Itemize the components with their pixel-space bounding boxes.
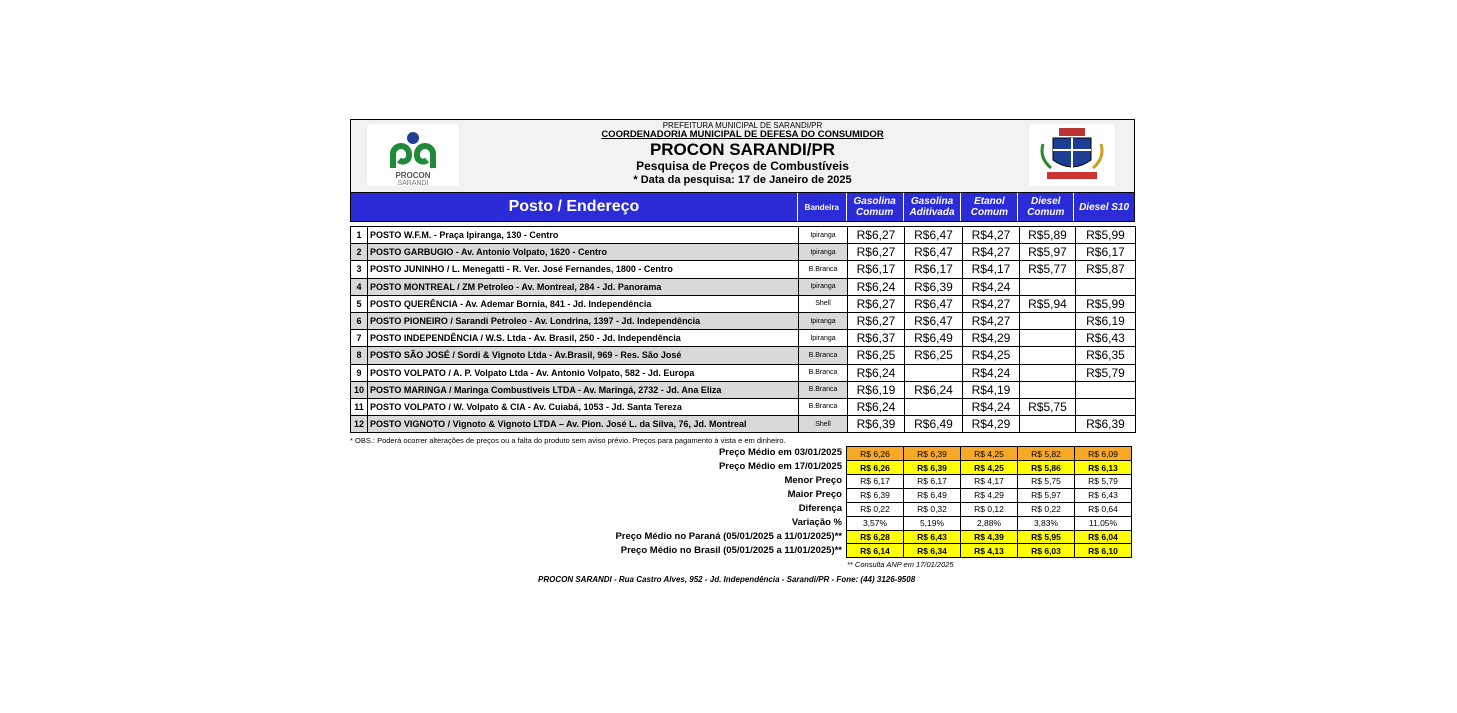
price-cell: R$6,24 (848, 278, 905, 295)
station-flag: B.Branca (799, 398, 848, 415)
summary-value: R$ 0,22 (1018, 502, 1075, 516)
summary-value: R$ 5,86 (1018, 461, 1075, 475)
summary-row (847, 488, 1132, 502)
station-flag: Ipiranga (799, 278, 848, 295)
anp-note: ** Consulta ANP em 17/01/2025 (847, 560, 954, 570)
station-number: 11 (351, 398, 368, 415)
summary-value: R$ 6,14 (847, 544, 904, 558)
col-etanol: Etanol Comum (961, 193, 1018, 221)
summary-row (847, 516, 1132, 530)
summary-value: R$ 0,12 (961, 502, 1018, 516)
summary-section (350, 446, 1135, 558)
summary-value: 2,88% (961, 516, 1018, 530)
station-flag: Ipiranga (799, 312, 848, 329)
price-cell: R$5,99 (1076, 295, 1136, 312)
summary-value: R$ 6,13 (1075, 461, 1132, 475)
col-diesel: Diesel Comum (1018, 193, 1074, 221)
price-cell: R$4,24 (963, 278, 1020, 295)
price-cell: R$4,27 (963, 244, 1020, 261)
station-name: POSTO JUNINHO / L. Menegatti - R. Ver. José Fernandes, 1800 - Centro (368, 261, 799, 278)
summary-value: R$ 6,17 (904, 475, 961, 489)
price-cell: R$4,27 (963, 295, 1020, 312)
station-number: 2 (351, 244, 368, 261)
table-row (351, 416, 1136, 433)
summary-table (846, 446, 1132, 558)
page-subtitle: Pesquisa de Preços de Combustíveis (636, 159, 849, 173)
table-row (351, 278, 1136, 295)
price-cell: R$6,39 (905, 278, 963, 295)
station-name: POSTO W.F.M. - Praça Ipiranga, 130 - Centro (368, 227, 799, 244)
price-cell: R$5,87 (1076, 261, 1136, 278)
station-flag: Ipiranga (799, 227, 848, 244)
summary-value: R$ 4,17 (961, 475, 1018, 489)
price-cell: R$6,27 (848, 312, 905, 329)
summary-row (847, 544, 1132, 558)
price-cell: R$6,47 (905, 244, 963, 261)
price-cell: R$4,24 (963, 364, 1020, 381)
table-row (351, 330, 1136, 347)
station-name: POSTO GARBUGIO - Av. Antonio Volpato, 1620 - Centro (368, 244, 799, 261)
station-number: 8 (351, 347, 368, 364)
summary-value: R$ 6,39 (847, 488, 904, 502)
price-cell: R$5,79 (1076, 364, 1136, 381)
price-cell: R$6,39 (1076, 416, 1136, 433)
summary-label: Preço Médio no Paraná (05/01/2025 a 11/01/2025)** (615, 531, 842, 543)
price-cell: R$4,27 (963, 227, 1020, 244)
price-cell (1076, 278, 1136, 295)
station-number: 9 (351, 364, 368, 381)
station-name: POSTO VOLPATO / W. Volpato & CIA - Av. Cuiabá, 1053 - Jd. Santa Tereza (368, 398, 799, 415)
col-posto: Posto / Endereço (351, 193, 798, 221)
station-number: 5 (351, 295, 368, 312)
station-flag: B.Branca (799, 347, 848, 364)
price-cell: R$6,25 (848, 347, 905, 364)
price-cell: R$4,19 (963, 381, 1020, 398)
summary-value: R$ 4,39 (961, 530, 1018, 544)
summary-row (847, 502, 1132, 516)
station-name: POSTO INDEPENDÊNCIA / W.S. Ltda - Av. Brasil, 250 - Jd. Independência (368, 330, 799, 347)
summary-value: R$ 4,29 (961, 488, 1018, 502)
summary-value: 3,83% (1018, 516, 1075, 530)
price-cell: R$6,49 (905, 330, 963, 347)
survey-date: * Data da pesquisa: 17 de Janeiro de 2025 (633, 174, 852, 186)
price-cell: R$6,24 (848, 364, 905, 381)
summary-value: 11,05% (1075, 516, 1132, 530)
table-row (351, 227, 1136, 244)
station-flag: Ipiranga (799, 244, 848, 261)
summary-value: R$ 4,25 (961, 461, 1018, 475)
station-flag: Ipiranga (799, 330, 848, 347)
summary-value: R$ 6,26 (847, 447, 904, 461)
table-row (351, 347, 1136, 364)
summary-value: R$ 6,34 (904, 544, 961, 558)
summary-value: R$ 6,43 (1075, 488, 1132, 502)
col-gasolina-comum: Gasolina Comum (847, 193, 904, 221)
price-cell: R$5,75 (1020, 398, 1076, 415)
summary-row (847, 461, 1132, 475)
price-cell: R$6,19 (1076, 312, 1136, 329)
summary-value: R$ 6,39 (904, 461, 961, 475)
price-cell: R$6,24 (905, 381, 963, 398)
table-row (351, 381, 1136, 398)
price-cell: R$6,25 (905, 347, 963, 364)
price-cell: R$4,24 (963, 398, 1020, 415)
survey-header (350, 119, 1135, 193)
table-row (351, 261, 1136, 278)
summary-value: R$ 6,04 (1075, 530, 1132, 544)
price-cell: R$4,29 (963, 416, 1020, 433)
price-cell: R$5,77 (1020, 261, 1076, 278)
summary-value: R$ 0,64 (1075, 502, 1132, 516)
summary-row (847, 530, 1132, 544)
summary-row (847, 447, 1132, 461)
summary-label: Diferença (798, 503, 842, 515)
summary-value: R$ 5,97 (1018, 488, 1075, 502)
station-number: 6 (351, 312, 368, 329)
table-row (351, 312, 1136, 329)
price-cell: R$4,25 (963, 347, 1020, 364)
summary-value: R$ 0,32 (904, 502, 961, 516)
station-name: POSTO PIONEIRO / Sarandi Petroleo - Av. Londrina, 1397 - Jd. Independência (368, 312, 799, 329)
price-cell: R$6,37 (848, 330, 905, 347)
price-cell: R$5,99 (1076, 227, 1136, 244)
summary-value: R$ 5,82 (1018, 447, 1075, 461)
price-cell (1076, 398, 1136, 415)
observation-note: * OBS.: Poderá ocorrer alterações de preços ou a falta do produto sem aviso prévio. Preços para pagamento à vista e em dinheiro. (350, 436, 786, 446)
price-cell (1020, 330, 1076, 347)
logo-text-sarandi: SARANDI (397, 180, 429, 186)
station-number: 4 (351, 278, 368, 295)
summary-value: R$ 5,95 (1018, 530, 1075, 544)
price-cell: R$6,35 (1076, 347, 1136, 364)
price-cell (1020, 278, 1076, 295)
coordenadoria-line: COORDENADORIA MUNICIPAL DE DEFESA DO CONSUMIDOR (601, 129, 884, 140)
station-flag: B.Branca (799, 381, 848, 398)
summary-value: 5,19% (904, 516, 961, 530)
table-row (351, 398, 1136, 415)
summary-value: R$ 6,10 (1075, 544, 1132, 558)
price-cell: R$6,49 (905, 416, 963, 433)
price-cell: R$6,47 (905, 295, 963, 312)
station-flag: B.Branca (799, 261, 848, 278)
summary-value: R$ 6,26 (847, 461, 904, 475)
procon-logo (367, 124, 459, 186)
price-cell (1020, 416, 1076, 433)
station-number: 1 (351, 227, 368, 244)
summary-label: Preço Médio em 17/01/2025 (718, 461, 842, 473)
station-number: 7 (351, 330, 368, 347)
price-cell (905, 398, 963, 415)
station-name: POSTO MONTREAL / ZM Petroleo - Av. Montreal, 284 - Jd. Panorama (368, 278, 799, 295)
price-cell: R$6,19 (848, 381, 905, 398)
station-number: 3 (351, 261, 368, 278)
price-cell: R$4,17 (963, 261, 1020, 278)
sarandi-coat-of-arms (1029, 124, 1115, 186)
price-cell: R$6,24 (848, 398, 905, 415)
station-name: POSTO SÃO JOSÉ / Sordi & Vignoto Ltda - Av.Brasil, 969 - Res. São José (368, 347, 799, 364)
station-number: 12 (351, 416, 368, 433)
price-cell: R$6,17 (905, 261, 963, 278)
column-header-row (350, 193, 1135, 222)
station-name: POSTO VIGNOTO / Vignoto & Vignoto LTDA – Av. Pion. José L. da Silva, 76, Jd. Montreal (368, 416, 799, 433)
price-cell (1020, 381, 1076, 398)
col-gasolina-aditivada: Gasolina Aditivada (904, 193, 962, 221)
station-name: POSTO VOLPATO / A. P. Volpato Ltda - Av. Antonio Volpato, 582 - Jd. Europa (368, 364, 799, 381)
price-cell: R$6,39 (848, 416, 905, 433)
price-survey-document (350, 119, 1135, 584)
station-flag: B.Branca (799, 364, 848, 381)
summary-value: R$ 6,49 (904, 488, 961, 502)
summary-row (847, 475, 1132, 489)
summary-value: R$ 6,28 (847, 530, 904, 544)
price-cell (1020, 312, 1076, 329)
price-cell: R$6,17 (1076, 244, 1136, 261)
price-cell: R$5,97 (1020, 244, 1076, 261)
price-cell: R$6,47 (905, 312, 963, 329)
price-cell (1020, 347, 1076, 364)
summary-label: Variação % (791, 517, 842, 529)
table-row (351, 244, 1136, 261)
footer-address: PROCON SARANDI - Rua Castro Alves, 952 - Jd. Independência - Sarandi/PR - Fone: (44) 3126-9508 (538, 575, 916, 585)
col-bandeira: Bandeira (798, 193, 847, 221)
table-row (351, 364, 1136, 381)
price-cell: R$5,94 (1020, 295, 1076, 312)
summary-value: R$ 5,79 (1075, 475, 1132, 489)
summary-value: R$ 6,09 (1075, 447, 1132, 461)
summary-value: R$ 6,17 (847, 475, 904, 489)
prefeitura-line: PREFEITURA MUNICIPAL DE SARANDI/PR (662, 121, 823, 130)
summary-value: R$ 6,03 (1018, 544, 1075, 558)
summary-label: Menor Preço (784, 475, 842, 487)
price-cell: R$6,17 (848, 261, 905, 278)
station-name: POSTO MARINGA / Maringa Combustiveis LTDA - Av. Maringá, 2732 - Jd. Ana Eliza (368, 381, 799, 398)
summary-value: R$ 4,13 (961, 544, 1018, 558)
price-cell (905, 364, 963, 381)
price-cell: R$6,27 (848, 295, 905, 312)
stations-table (350, 226, 1136, 433)
summary-value: R$ 6,43 (904, 530, 961, 544)
summary-label: Preço Médio no Brasil (05/01/2025 a 11/01/2025)** (620, 545, 842, 557)
table-row (351, 295, 1136, 312)
price-cell: R$6,27 (848, 227, 905, 244)
summary-value: R$ 6,39 (904, 447, 961, 461)
summary-value: 3,57% (847, 516, 904, 530)
station-number: 10 (351, 381, 368, 398)
station-flag: Shell (799, 295, 848, 312)
price-cell: R$6,43 (1076, 330, 1136, 347)
price-cell: R$4,27 (963, 312, 1020, 329)
summary-value: R$ 4,25 (961, 447, 1018, 461)
price-cell: R$6,27 (848, 244, 905, 261)
price-cell: R$4,29 (963, 330, 1020, 347)
station-flag: Shell (799, 416, 848, 433)
summary-label: Preço Médio em 03/01/2025 (718, 447, 842, 459)
price-cell: R$6,47 (905, 227, 963, 244)
price-cell (1020, 364, 1076, 381)
summary-value: R$ 0,22 (847, 502, 904, 516)
price-cell (1076, 381, 1136, 398)
col-diesel-s10: Diesel S10 (1074, 193, 1134, 221)
station-name: POSTO QUERÊNCIA - Av. Ademar Bornia, 841 - Jd. Independência (368, 295, 799, 312)
price-cell: R$5,89 (1020, 227, 1076, 244)
logo-text-procon: PROCON (395, 171, 431, 180)
summary-value: R$ 5,75 (1018, 475, 1075, 489)
page-title: PROCON SARANDI/PR (649, 140, 836, 159)
summary-label: Maior Preço (787, 489, 842, 501)
